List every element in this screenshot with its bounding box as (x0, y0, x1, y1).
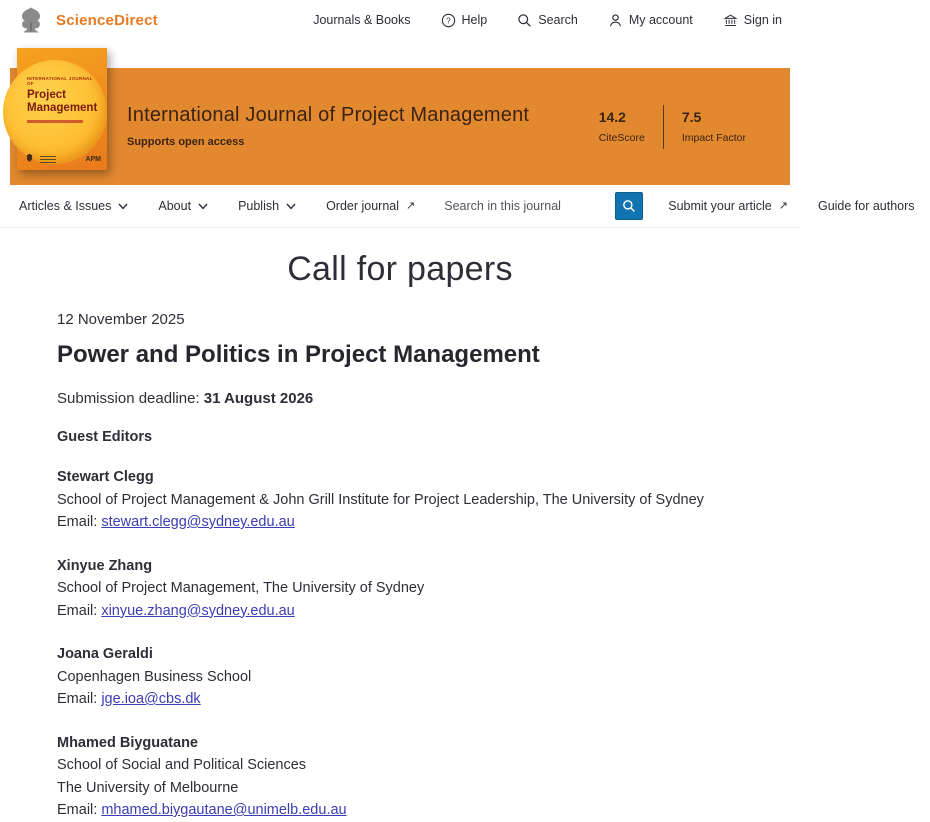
editor-affiliation: School of Project Management & John Grill Institute for Project Leadership, The University of Sydney (57, 491, 704, 508)
sciencedirect-logo-text: ScienceDirect (56, 11, 158, 29)
sign-in-link[interactable] (723, 13, 782, 28)
editor-entry (57, 643, 743, 711)
impact-factor-metric (682, 109, 746, 144)
sciencedirect-top-bar (0, 0, 800, 40)
chevron-down-icon (198, 203, 208, 210)
publication-date: 12 November 2025 (57, 311, 185, 328)
person-icon (608, 13, 623, 28)
impact-factor-label: Impact Factor (681, 132, 746, 144)
open-access-label: Supports open access (127, 136, 245, 148)
editor-affiliation: The University of Melbourne (57, 779, 239, 796)
my-account-label: My account (628, 13, 693, 27)
cover-decorative-line (27, 120, 83, 123)
apm-logo: APM (85, 156, 101, 163)
nav-order-journal[interactable] (311, 185, 430, 227)
editor-email-link[interactable]: xinyue.zhang@sydney.edu.au (101, 602, 295, 619)
email-label: Email: (57, 514, 102, 530)
editor-email-link[interactable]: mhamed.biygautane@unimelb.edu.au (101, 802, 347, 818)
editor-affiliation: Copenhagen Business School (57, 668, 252, 685)
institution-icon (723, 13, 738, 28)
nav-publish[interactable] (223, 185, 311, 227)
citescore-label: CiteScore (598, 132, 645, 144)
submit-your-article-link[interactable] (653, 185, 803, 227)
editor-name: Xinyue Zhang (57, 557, 153, 574)
editor-entry (57, 732, 743, 822)
external-link-icon: ↗ (406, 199, 416, 212)
elsevier-tree-logo (16, 5, 46, 35)
search-label: Search (538, 13, 578, 27)
metrics-divider (663, 105, 664, 149)
chevron-down-icon (118, 203, 128, 210)
editor-email-line (57, 799, 743, 822)
impact-factor-value: 7.5 (681, 109, 702, 125)
editor-name: Joana Geraldi (57, 646, 153, 662)
journal-metrics (599, 105, 746, 149)
editor-email-link[interactable]: stewart.clegg@sydney.edu.au (101, 514, 295, 530)
email-label: Email: (57, 802, 102, 818)
guide-for-authors-link[interactable] (803, 185, 930, 227)
journal-search-button[interactable] (615, 192, 643, 220)
editor-name: Stewart Clegg (57, 469, 154, 485)
top-nav (313, 13, 782, 28)
deadline-label: Submission deadline: (57, 390, 204, 407)
email-label: Email: (57, 602, 102, 619)
editor-entry (57, 466, 743, 534)
editor-email-line (57, 511, 743, 534)
page-title: Call for papers (287, 250, 513, 288)
journals-books-link[interactable] (313, 13, 410, 27)
journal-title: International Journal of Project Management (127, 104, 530, 126)
submission-deadline (57, 390, 743, 407)
sign-in-label: Sign in (743, 13, 782, 27)
email-label: Email: (57, 691, 102, 707)
journals-books-label: Journals & Books (313, 13, 411, 27)
citescore-value: 14.2 (598, 109, 626, 125)
submit-article-label: Submit your article (668, 199, 772, 213)
editor-email-line (57, 600, 743, 623)
elsevier-tree-icon (25, 152, 34, 163)
editor-affiliation: School of Project Management, The University of Sydney (57, 580, 425, 596)
articles-issues-label: Articles & Issues (19, 199, 112, 213)
editor-email-line (57, 688, 743, 711)
publish-label: Publish (238, 199, 280, 213)
editor-email-link[interactable]: jge.ioa@cbs.dk (101, 691, 201, 707)
help-link[interactable] (441, 13, 488, 28)
journal-cover-image (17, 48, 107, 170)
order-journal-label: Order journal (326, 199, 400, 213)
call-title: Power and Politics in Project Management (57, 341, 540, 368)
cover-title: Project Management (27, 89, 98, 114)
my-account-link[interactable] (608, 13, 693, 28)
citescore-metric (599, 109, 645, 144)
journal-search-area (430, 185, 653, 227)
cover-series-label: INTERNATIONAL JOURNAL OF (27, 76, 93, 86)
deadline-date: 31 August 2026 (203, 390, 314, 407)
search-link[interactable] (517, 13, 578, 28)
search-icon (622, 199, 636, 213)
search-icon (517, 13, 532, 28)
external-link-icon: ↗ (778, 199, 788, 212)
editor-entry (57, 555, 743, 623)
editor-affiliation: School of Social and Political Sciences (57, 757, 307, 773)
help-label: Help (461, 13, 488, 27)
about-label: About (158, 199, 192, 213)
sciencedirect-brand[interactable] (16, 5, 158, 35)
journal-banner (10, 68, 790, 185)
journal-nav-bar (0, 185, 915, 228)
call-for-papers-page (0, 250, 800, 822)
editor-name: Mhamed Biyguatane (57, 734, 198, 751)
help-icon (441, 13, 456, 28)
nav-about[interactable] (143, 185, 223, 227)
guest-editors-heading: Guest Editors (57, 429, 153, 445)
journal-search-input[interactable] (444, 199, 605, 213)
svg-text:?: ? (445, 16, 451, 25)
guide-for-authors-label: Guide for authors (817, 199, 915, 213)
cover-imprint-lines (40, 156, 56, 164)
nav-articles-issues[interactable] (4, 185, 143, 227)
chevron-down-icon (286, 203, 296, 210)
